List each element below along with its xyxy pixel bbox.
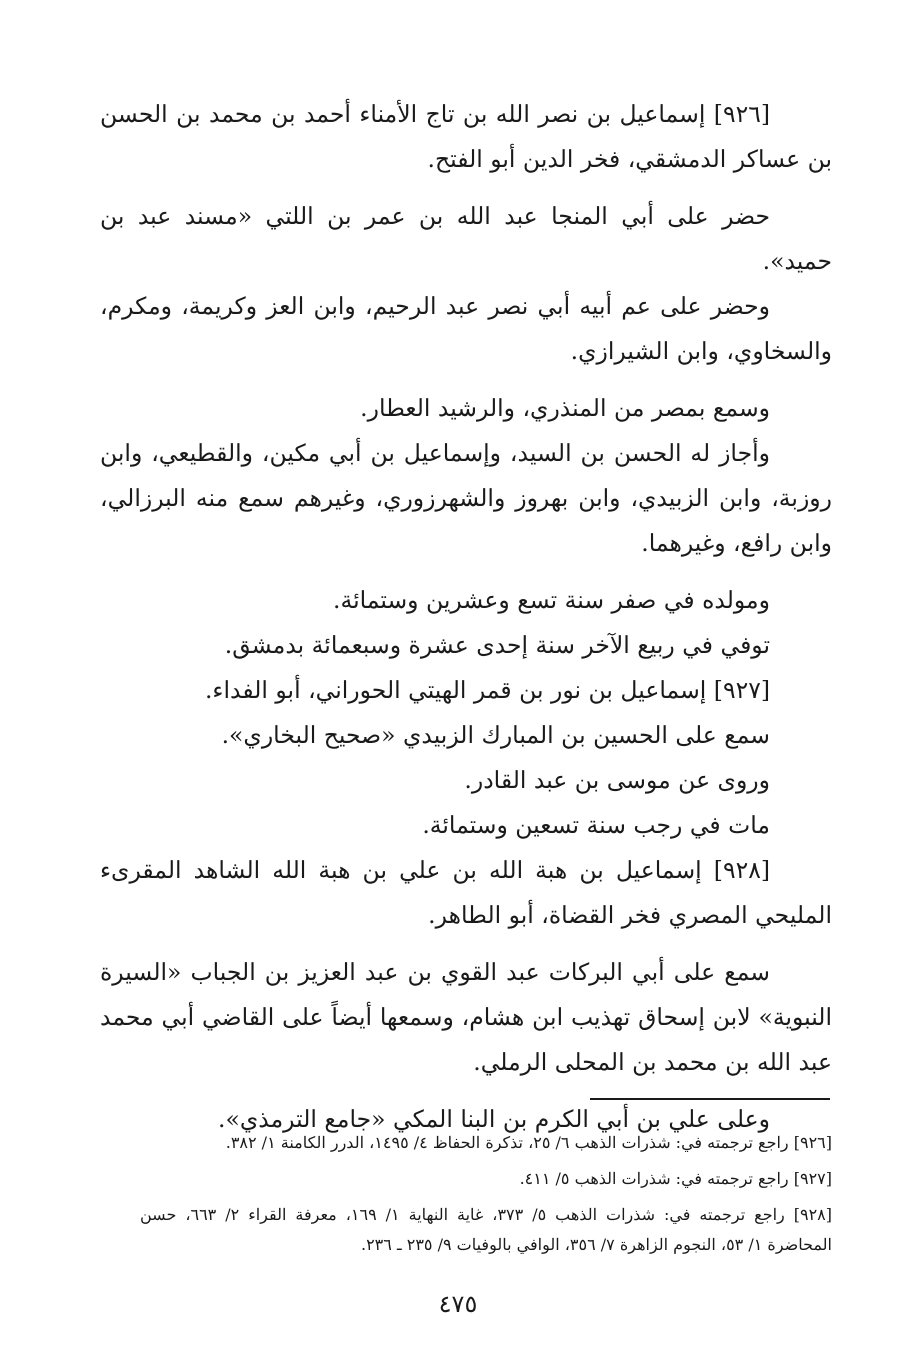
entry-926-heard-in-egypt: وسمع بمصر من المنذري، والرشيد العطار. [360,394,770,422]
footnotes [140,1128,832,1266]
footnote-926: [٩٢٦] راجع ترجمته في: شذرات الذهب ٦/ ٢٥، تذكرة الحفاظ ٤/ ١٤٩٥، الدرر الكامنة ١/ ٣٨٢. [225,1133,832,1152]
entry-927-death: مات في رجب سنة تسعين وستمائة. [422,811,770,839]
entry-928-heading: [٩٢٨] إسماعيل بن هبة الله بن علي بن هبة الله الشاهد المقرىء المليحي المصري فخر القضاة، أبو الطاهر. [100,856,832,929]
entry-926-death: توفي في ربيع الآخر سنة إحدى عشرة وسبعمائة بدمشق. [224,631,770,659]
footnote-927: [٩٢٧] راجع ترجمته في: شذرات الذهب ٥/ ٤١١. [519,1169,832,1188]
entry-928-heard-sira: سمع على أبي البركات عبد القوي بن عبد العزيز بن الجباب «السيرة النبوية» لابن إسحاق تهذيب ابن هشام، وسمعها أيضاً على القاضي أبي محمد عبد الله بن محمد بن المحلى الرملي. [100,958,832,1076]
entry-928-heard-tirmidhi: وعلى علي بن أبي الكرم بن البنا المكي «جامع الترمذي». [218,1105,770,1133]
footnote-928: [٩٢٨] راجع ترجمته في: شذرات الذهب ٥/ ٣٧٣، غاية النهاية ١/ ١٦٩، معرفة القراء ٢/ ٦٦٣، حسن المحاضرة ١/ ٥٣، النجوم الزاهرة ٧/ ٣٥٦، الوافي بالوفيات ٩/ ٢٣٥ ـ ٢٣٦. [140,1205,833,1254]
main-text [100,92,832,1142]
entry-926-licensed-by: وأجاز له الحسن بن السيد، وإسماعيل بن أبي مكين، والقطيعي، وابن روزبة، وابن الزبيدي، وابن بهروز والشهرزوري، وغيرهم سمع منه البرزالي، وابن رافع، وغيرهما. [100,439,832,557]
entry-926-attended-ibn-al-latti: حضر على أبي المنجا عبد الله بن عمر بن اللتي «مسند عبد بن حميد». [100,202,832,275]
entry-926-heading: [٩٢٦] إسماعيل بن نصر الله بن تاج الأمناء أحمد بن محمد بن الحسن بن عساكر الدمشقي، فخر الدين أبو الفتح. [100,100,832,173]
page-number: ٤٧٥ [438,1290,478,1318]
footnote-divider [590,1098,830,1100]
entry-926-attended-uncle: وحضر على عم أبيه أبي نصر عبد الرحيم، وابن العز وكريمة، ومكرم، والسخاوي، وابن الشيرازي. [100,292,832,365]
entry-927-heading: [٩٢٧] إسماعيل بن نور بن قمر الهيتي الحوراني، أبو الفداء. [204,676,770,704]
entry-927-narrated: وروى عن موسى بن عبد القادر. [464,766,770,794]
entry-926-birth: ومولده في صفر سنة تسع وعشرين وستمائة. [333,586,770,614]
entry-927-heard: سمع على الحسين بن المبارك الزبيدي «صحيح البخاري». [221,721,770,749]
